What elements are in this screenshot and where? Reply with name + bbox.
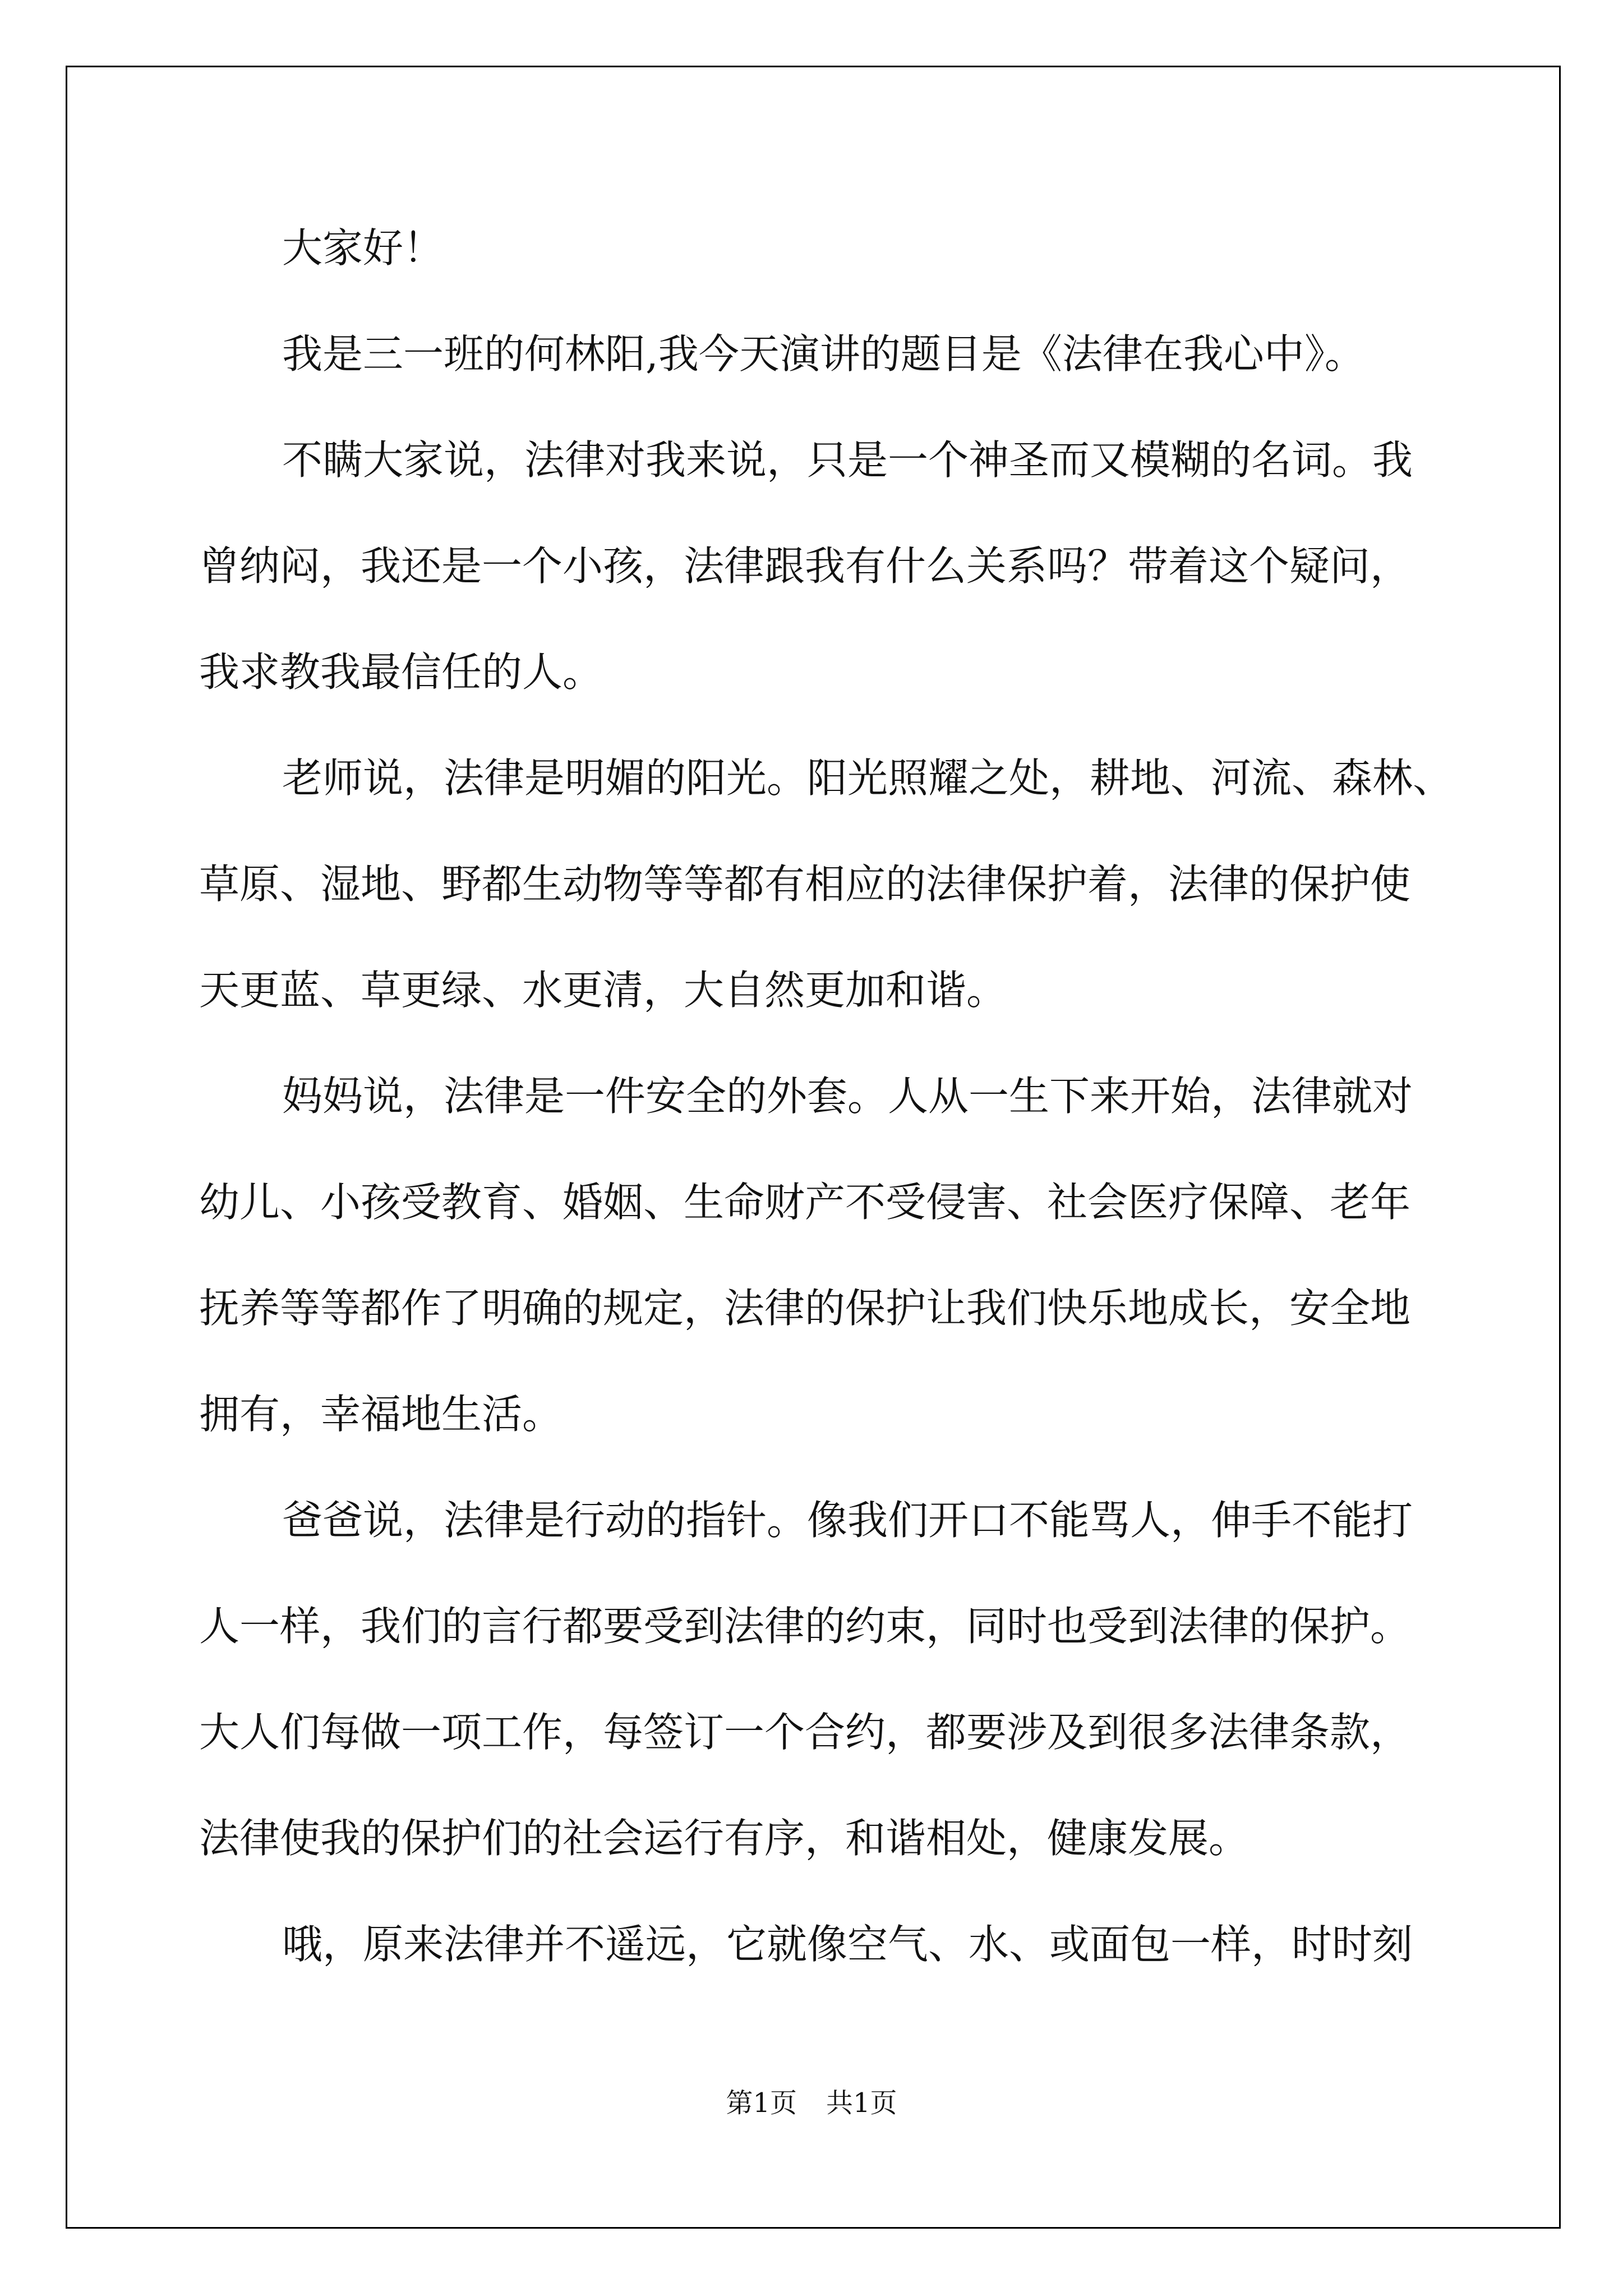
document-body bbox=[199, 221, 1454, 1971]
paragraph-line: 我求教我最信任的人。 bbox=[199, 648, 603, 696]
paragraph-line: 大家好！ bbox=[282, 224, 444, 272]
paragraph-line: 曾纳闷，我还是一个小孩，法律跟我有什么关系吗？带着这个疑问， bbox=[199, 542, 1411, 590]
paragraph-line: 草原、湿地、野都生动物等等都有相应的法律保护着，法律的保护使 bbox=[199, 861, 1411, 908]
paragraph-line: 人一样，我们的言行都要受到法律的约束，同时也受到法律的保护。 bbox=[199, 1603, 1411, 1650]
paragraph-line: 哦，原来法律并不遥远，它就像空气、水、或面包一样，时时刻 bbox=[282, 1921, 1413, 1968]
paragraph-line: 幼儿、小孩受教育、婚姻、生命财产不受侵害、社会医疗保障、老年 bbox=[199, 1179, 1411, 1226]
paragraph-line: 我是三一班的何林阳,我今天演讲的题目是《法律在我心中》。 bbox=[282, 330, 1365, 378]
paragraph-line: 法律使我的保护们的社会运行有序，和谐相处，健康发展。 bbox=[199, 1815, 1249, 1862]
paragraph-line: 老师说，法律是明媚的阳光。阳光照耀之处，耕地、河流、森林、 bbox=[282, 754, 1454, 802]
paragraph-line: 天更蓝、草更绿、水更清，大自然更加和谐。 bbox=[199, 967, 1007, 1014]
page-number-total: 共1页 bbox=[826, 2087, 897, 2119]
page-footer bbox=[0, 2081, 1623, 2120]
paragraph-line: 妈妈说，法律是一件安全的外套。人从一生下来开始，法律就对 bbox=[282, 1073, 1413, 1120]
paragraph-line: 抚养等等都作了明确的规定，法律的保护让我们快乐地成长，安全地 bbox=[199, 1285, 1411, 1332]
page-number-current: 第1页 bbox=[726, 2087, 797, 2119]
paragraph-line: 拥有，幸福地生活。 bbox=[199, 1391, 563, 1438]
paragraph-line: 大人们每做一项工作，每签订一个合约，都要涉及到很多法律条款， bbox=[199, 1709, 1411, 1756]
paragraph-line: 爸爸说，法律是行动的指针。像我们开口不能骂人，伸手不能打 bbox=[282, 1497, 1413, 1544]
paragraph-line: 不瞒大家说，法律对我来说，只是一个神圣而又模糊的名词。我 bbox=[282, 436, 1413, 484]
